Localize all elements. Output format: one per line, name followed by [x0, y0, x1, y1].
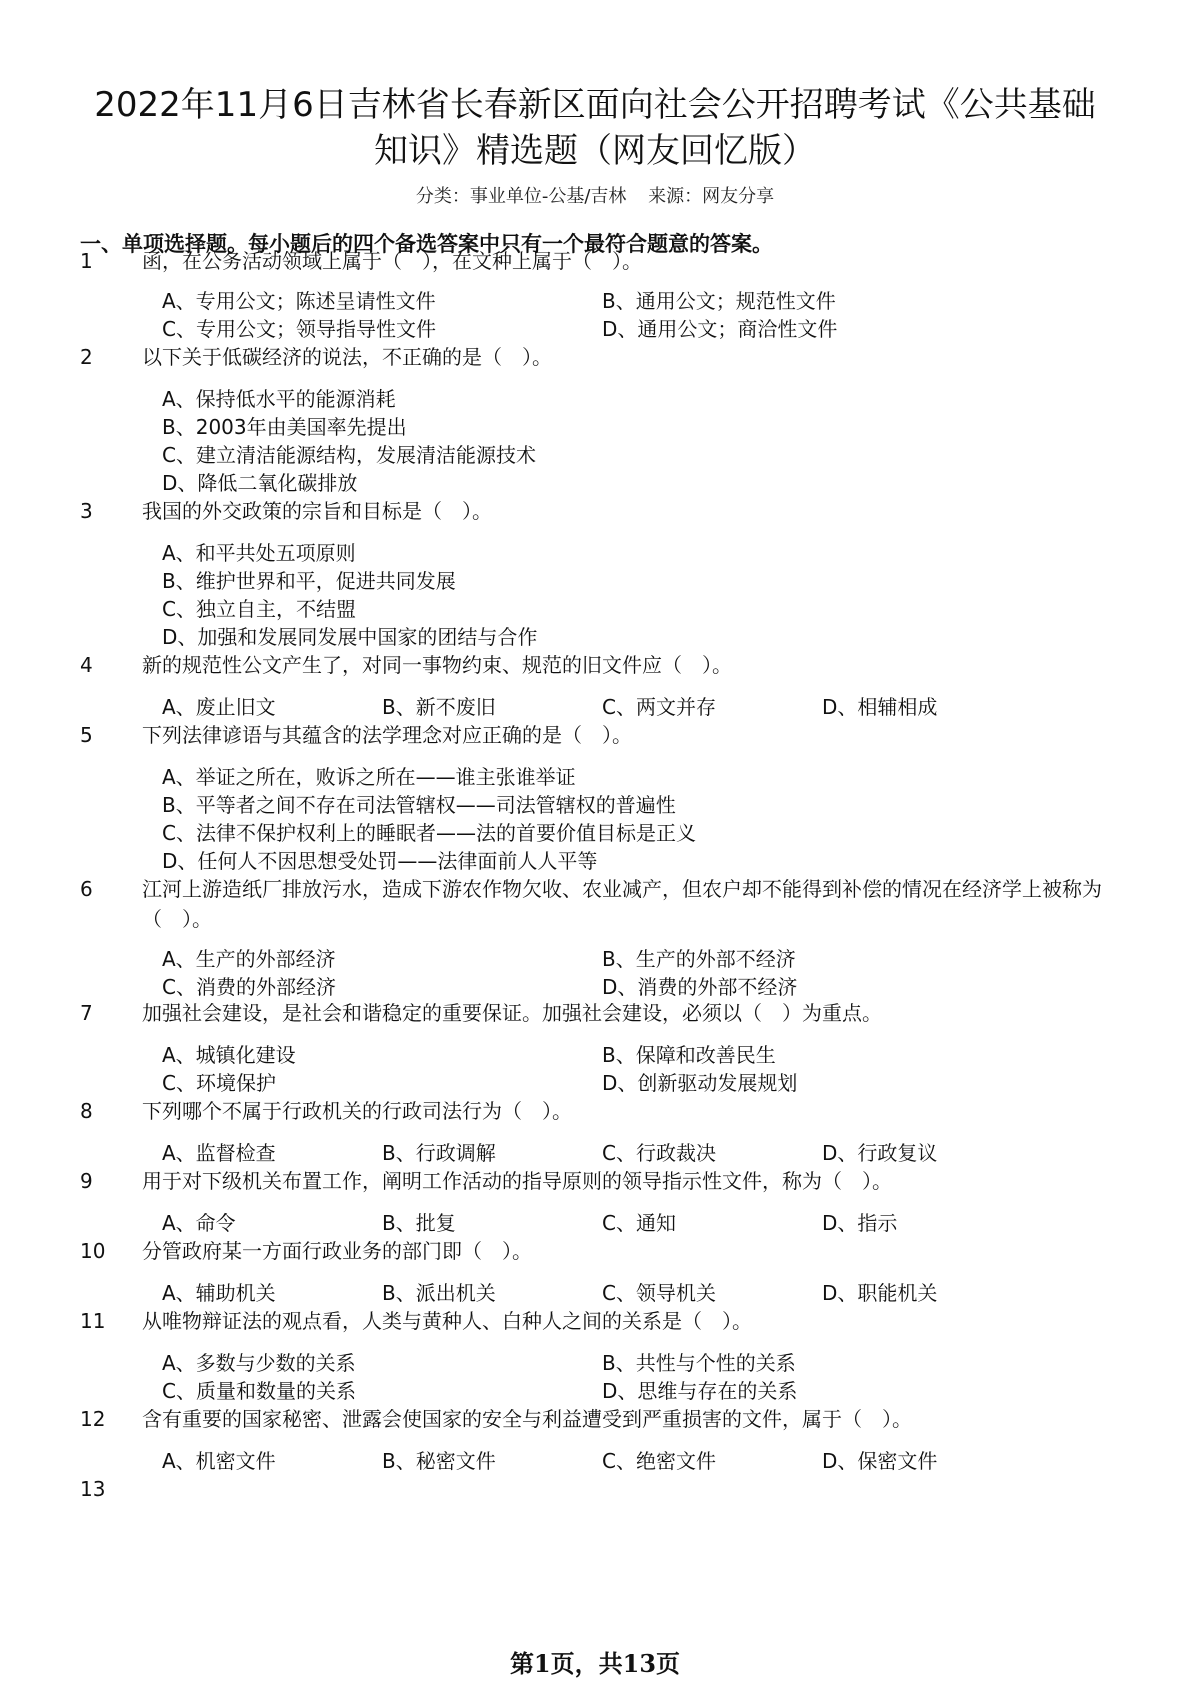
question-4	[80, 650, 1120, 680]
question-text: 以下关于低碳经济的说法，不正确的是（ ）。	[142, 345, 552, 369]
option-b: B、通用公文；规范性文件	[602, 289, 836, 313]
option-c: C、领导机关	[602, 1281, 716, 1305]
option-c: C、专用公文；领导指导性文件	[162, 317, 436, 341]
option-c: C、两文并存	[602, 695, 716, 719]
option-b: B、行政调解	[382, 1141, 496, 1165]
option-d: D、通用公文；商洽性文件	[602, 317, 838, 341]
option-a: A、多数与少数的关系	[162, 1351, 356, 1375]
option-d: D、相辅相成	[822, 695, 938, 719]
option-a: A、和平共处五项原则	[162, 541, 356, 565]
option-d: D、职能机关	[822, 1281, 938, 1305]
question-text: 加强社会建设，是社会和谐稳定的重要保证。加强社会建设，必须以（ ）为重点。	[142, 1001, 882, 1025]
question-text: 我国的外交政策的宗旨和目标是（ ）。	[142, 499, 492, 523]
question-2	[80, 342, 1120, 372]
question-number: 2	[80, 345, 93, 369]
option-c: C、绝密文件	[602, 1449, 716, 1473]
option-b: B、生产的外部不经济	[602, 947, 796, 971]
question-number: 5	[80, 723, 93, 747]
option-d: D、创新驱动发展规划	[602, 1071, 798, 1095]
option-b: B、保障和改善民生	[602, 1043, 776, 1067]
option-d: D、行政复议	[822, 1141, 938, 1165]
question-10	[80, 1236, 1120, 1266]
document-meta	[0, 186, 1190, 208]
option-c: C、独立自主，不结盟	[162, 597, 356, 621]
question-text: 用于对下级机关布置工作，阐明工作活动的指导原则的领导指示性文件，称为（ ）。	[142, 1169, 892, 1193]
option-a: A、举证之所在，败诉之所在——谁主张谁举证	[162, 765, 576, 789]
question-5	[80, 720, 1120, 750]
option-c: C、质量和数量的关系	[162, 1379, 356, 1403]
question-11	[80, 1306, 1120, 1336]
question-text: 江河上游造纸厂排放污水，造成下游农作物欠收、农业减产，但农户却不能得到补偿的情况在经济学上被称为（ ）。	[142, 877, 1102, 931]
option-d: D、降低二氧化碳排放	[162, 471, 358, 495]
option-b: B、共性与个性的关系	[602, 1351, 796, 1375]
question-text: 含有重要的国家秘密、泄露会使国家的安全与利益遭受到严重损害的文件，属于（ ）。	[142, 1407, 912, 1431]
question-3	[80, 496, 1120, 526]
option-d: D、指示	[822, 1211, 898, 1235]
option-d: D、思维与存在的关系	[602, 1379, 798, 1403]
option-c: C、建立清洁能源结构，发展清洁能源技术	[162, 443, 536, 467]
option-b: B、2003年由美国率先提出	[162, 415, 407, 439]
option-c: C、行政裁决	[602, 1141, 716, 1165]
option-a: A、监督检查	[162, 1141, 276, 1165]
option-d: D、保密文件	[822, 1449, 938, 1473]
question-number: 6	[80, 877, 93, 901]
question-number: 9	[80, 1169, 93, 1193]
question-number: 7	[80, 1001, 93, 1025]
option-a: A、辅助机关	[162, 1281, 276, 1305]
section-heading: 一、单项选择题。每小题后的四个备选答案中只有一个最符合题意的答案。	[80, 232, 773, 256]
option-a: A、生产的外部经济	[162, 947, 336, 971]
question-text: 分管政府某一方面行政业务的部门即（ ）。	[142, 1239, 532, 1263]
question-1	[80, 246, 1120, 276]
option-a: A、城镇化建设	[162, 1043, 296, 1067]
option-c: C、法律不保护权利上的睡眠者——法的首要价值目标是正义	[162, 821, 696, 845]
option-b: B、新不废旧	[382, 695, 496, 719]
question-text: 下列哪个不属于行政机关的行政司法行为（ ）。	[142, 1099, 572, 1123]
option-d: D、消费的外部不经济	[602, 975, 798, 999]
question-number: 11	[80, 1309, 106, 1333]
option-b: B、派出机关	[382, 1281, 496, 1305]
question-number: 1	[80, 249, 93, 273]
option-b: B、批复	[382, 1211, 456, 1235]
question-7	[80, 998, 1120, 1028]
question-number: 8	[80, 1099, 93, 1123]
question-8	[80, 1096, 1120, 1126]
question-text: 下列法律谚语与其蕴含的法学理念对应正确的是（ ）。	[142, 723, 632, 747]
document-title: 2022年11月6日吉林省长春新区面向社会公开招聘考试《公共基础知识》精选题（网友回忆版）	[94, 85, 1096, 171]
option-a: A、保持低水平的能源消耗	[162, 387, 396, 411]
question-6	[80, 874, 1120, 934]
option-a: A、机密文件	[162, 1449, 276, 1473]
option-c: C、通知	[602, 1211, 676, 1235]
question-number: 12	[80, 1407, 106, 1431]
option-a: A、废止旧文	[162, 695, 276, 719]
page-footer: 第1页，共13页	[509, 1649, 681, 1678]
option-b: B、维护世界和平，促进共同发展	[162, 569, 456, 593]
option-c: C、消费的外部经济	[162, 975, 336, 999]
question-number: 3	[80, 499, 93, 523]
question-12	[80, 1404, 1120, 1434]
option-a: A、命令	[162, 1211, 236, 1235]
option-a: A、专用公文；陈述呈请性文件	[162, 289, 436, 313]
option-b: B、秘密文件	[382, 1449, 496, 1473]
question-number: 13	[80, 1477, 106, 1501]
option-d: D、任何人不因思想受处罚——法律面前人人平等	[162, 849, 598, 873]
option-c: C、环境保护	[162, 1071, 276, 1095]
question-text: 从唯物辩证法的观点看，人类与黄种人、白种人之间的关系是（ ）。	[142, 1309, 752, 1333]
option-b: B、平等者之间不存在司法管辖权——司法管辖权的普遍性	[162, 793, 676, 817]
question-number: 10	[80, 1239, 106, 1263]
category-label: 分类：事业单位-公基/吉林	[415, 186, 627, 207]
question-text: 新的规范性公文产生了，对同一事物约束、规范的旧文件应（ ）。	[142, 653, 732, 677]
option-d: D、加强和发展同发展中国家的团结与合作	[162, 625, 538, 649]
question-9	[80, 1166, 1120, 1196]
source-label: 来源：网友分享	[648, 186, 775, 207]
question-number: 4	[80, 653, 93, 677]
question-text: 函，在公务活动领域上属于（ ），在文种上属于（ ）。	[142, 249, 642, 273]
